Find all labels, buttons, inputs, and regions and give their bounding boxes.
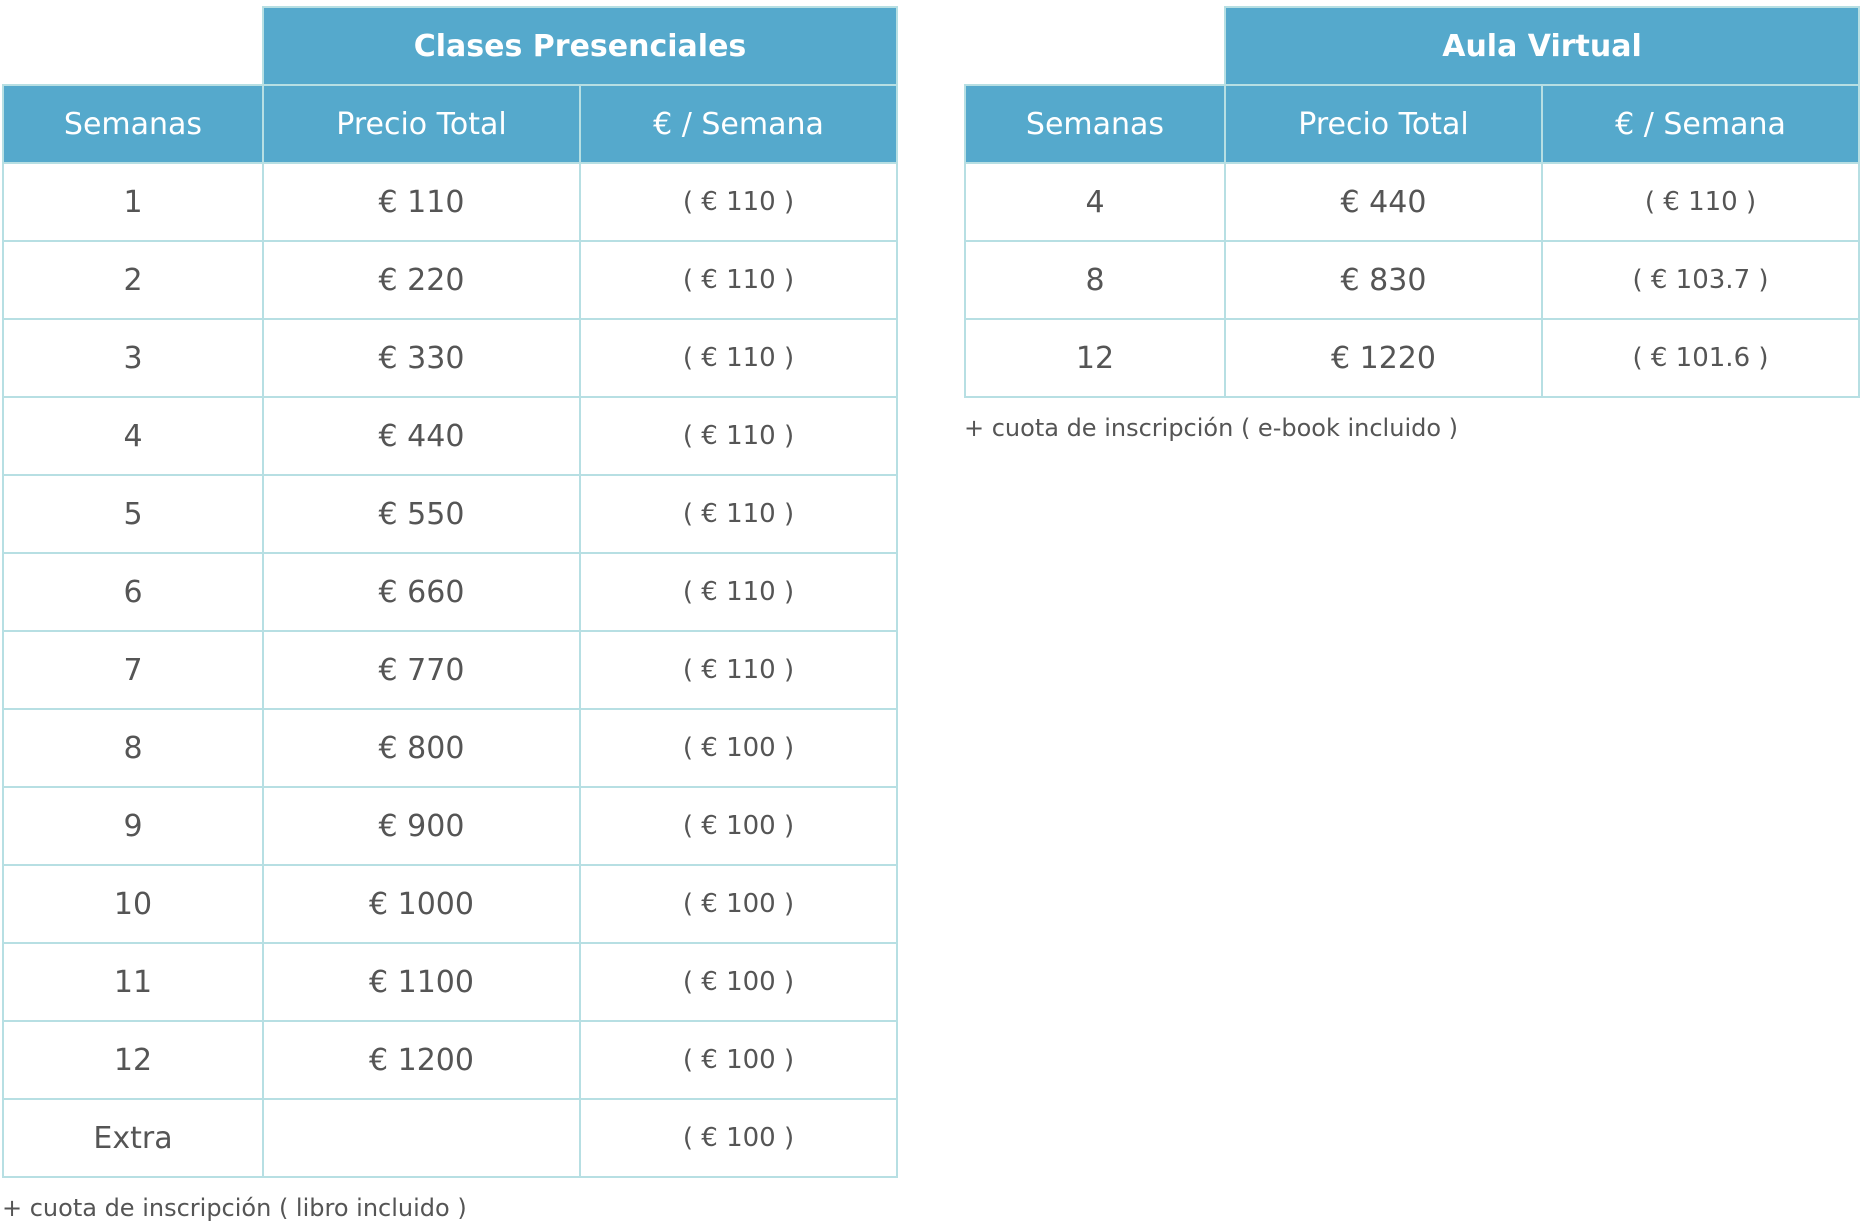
price-per-week-cell: ( € 110 ) bbox=[580, 319, 897, 397]
table-row bbox=[3, 553, 897, 631]
total-price-cell: € 1100 bbox=[263, 943, 580, 1021]
weeks-cell: 10 bbox=[3, 865, 263, 943]
weeks-cell: 4 bbox=[3, 397, 263, 475]
price-per-week-cell: ( € 100 ) bbox=[580, 787, 897, 865]
table-row bbox=[3, 1021, 897, 1099]
table-row bbox=[3, 787, 897, 865]
price-per-week-cell: ( € 110 ) bbox=[580, 397, 897, 475]
weeks-cell: 11 bbox=[3, 943, 263, 1021]
column-header-weeks: Semanas bbox=[3, 85, 263, 163]
virtual-price-table bbox=[964, 6, 1860, 398]
total-price-cell: € 660 bbox=[263, 553, 580, 631]
total-price-cell: € 110 bbox=[263, 163, 580, 241]
column-header-price-per-week: € / Semana bbox=[580, 85, 897, 163]
weeks-cell: 6 bbox=[3, 553, 263, 631]
weeks-cell: 8 bbox=[965, 241, 1225, 319]
total-price-cell: € 900 bbox=[263, 787, 580, 865]
total-price-cell: € 1220 bbox=[1225, 319, 1542, 397]
table-body bbox=[3, 163, 897, 1177]
price-per-week-cell: ( € 110 ) bbox=[580, 241, 897, 319]
presencial-price-table bbox=[2, 6, 898, 1178]
header-spacer bbox=[965, 7, 1225, 85]
total-price-cell: € 330 bbox=[263, 319, 580, 397]
column-header-total-price: Precio Total bbox=[1225, 85, 1542, 163]
total-price-cell: € 440 bbox=[1225, 163, 1542, 241]
weeks-cell: 8 bbox=[3, 709, 263, 787]
column-header-weeks: Semanas bbox=[965, 85, 1225, 163]
table-row bbox=[965, 241, 1859, 319]
column-header-total-price: Precio Total bbox=[263, 85, 580, 163]
price-per-week-cell: ( € 110 ) bbox=[580, 553, 897, 631]
total-price-cell: € 1200 bbox=[263, 1021, 580, 1099]
weeks-cell: 5 bbox=[3, 475, 263, 553]
weeks-cell: 9 bbox=[3, 787, 263, 865]
total-price-cell: € 770 bbox=[263, 631, 580, 709]
weeks-cell: 7 bbox=[3, 631, 263, 709]
weeks-cell: 4 bbox=[965, 163, 1225, 241]
table-row bbox=[965, 319, 1859, 397]
price-per-week-cell: ( € 101.6 ) bbox=[1542, 319, 1859, 397]
weeks-cell: 1 bbox=[3, 163, 263, 241]
total-price-cell: € 1000 bbox=[263, 865, 580, 943]
price-per-week-cell: ( € 100 ) bbox=[580, 943, 897, 1021]
price-per-week-cell: ( € 100 ) bbox=[580, 1021, 897, 1099]
price-per-week-cell: ( € 110 ) bbox=[580, 163, 897, 241]
weeks-cell: 12 bbox=[3, 1021, 263, 1099]
total-price-cell: € 550 bbox=[263, 475, 580, 553]
price-per-week-cell: ( € 103.7 ) bbox=[1542, 241, 1859, 319]
registration-fee-note: + cuota de inscripción ( e-book incluido ) bbox=[964, 414, 1459, 442]
weeks-cell: Extra bbox=[3, 1099, 263, 1177]
table-title: Clases Presenciales bbox=[263, 7, 897, 85]
table-row bbox=[3, 475, 897, 553]
table-row bbox=[3, 709, 897, 787]
table-row bbox=[3, 631, 897, 709]
weeks-cell: 2 bbox=[3, 241, 263, 319]
table-row bbox=[3, 865, 897, 943]
table-row bbox=[3, 943, 897, 1021]
total-price-cell: € 220 bbox=[263, 241, 580, 319]
total-price-cell: € 440 bbox=[263, 397, 580, 475]
table-body bbox=[965, 163, 1859, 397]
header-spacer bbox=[3, 7, 263, 85]
table-row bbox=[3, 163, 897, 241]
registration-fee-note: + cuota de inscripción ( libro incluido ) bbox=[2, 1194, 467, 1222]
price-per-week-cell: ( € 100 ) bbox=[580, 709, 897, 787]
table-row bbox=[3, 397, 897, 475]
total-price-cell bbox=[263, 1099, 580, 1177]
column-header-price-per-week: € / Semana bbox=[1542, 85, 1859, 163]
table-row bbox=[3, 241, 897, 319]
weeks-cell: 12 bbox=[965, 319, 1225, 397]
price-per-week-cell: ( € 100 ) bbox=[580, 1099, 897, 1177]
table-title: Aula Virtual bbox=[1225, 7, 1859, 85]
table-row bbox=[965, 163, 1859, 241]
total-price-cell: € 830 bbox=[1225, 241, 1542, 319]
weeks-cell: 3 bbox=[3, 319, 263, 397]
price-per-week-cell: ( € 110 ) bbox=[580, 475, 897, 553]
price-per-week-cell: ( € 100 ) bbox=[580, 865, 897, 943]
price-per-week-cell: ( € 110 ) bbox=[580, 631, 897, 709]
total-price-cell: € 800 bbox=[263, 709, 580, 787]
table-row bbox=[3, 319, 897, 397]
table-row bbox=[3, 1099, 897, 1177]
price-per-week-cell: ( € 110 ) bbox=[1542, 163, 1859, 241]
